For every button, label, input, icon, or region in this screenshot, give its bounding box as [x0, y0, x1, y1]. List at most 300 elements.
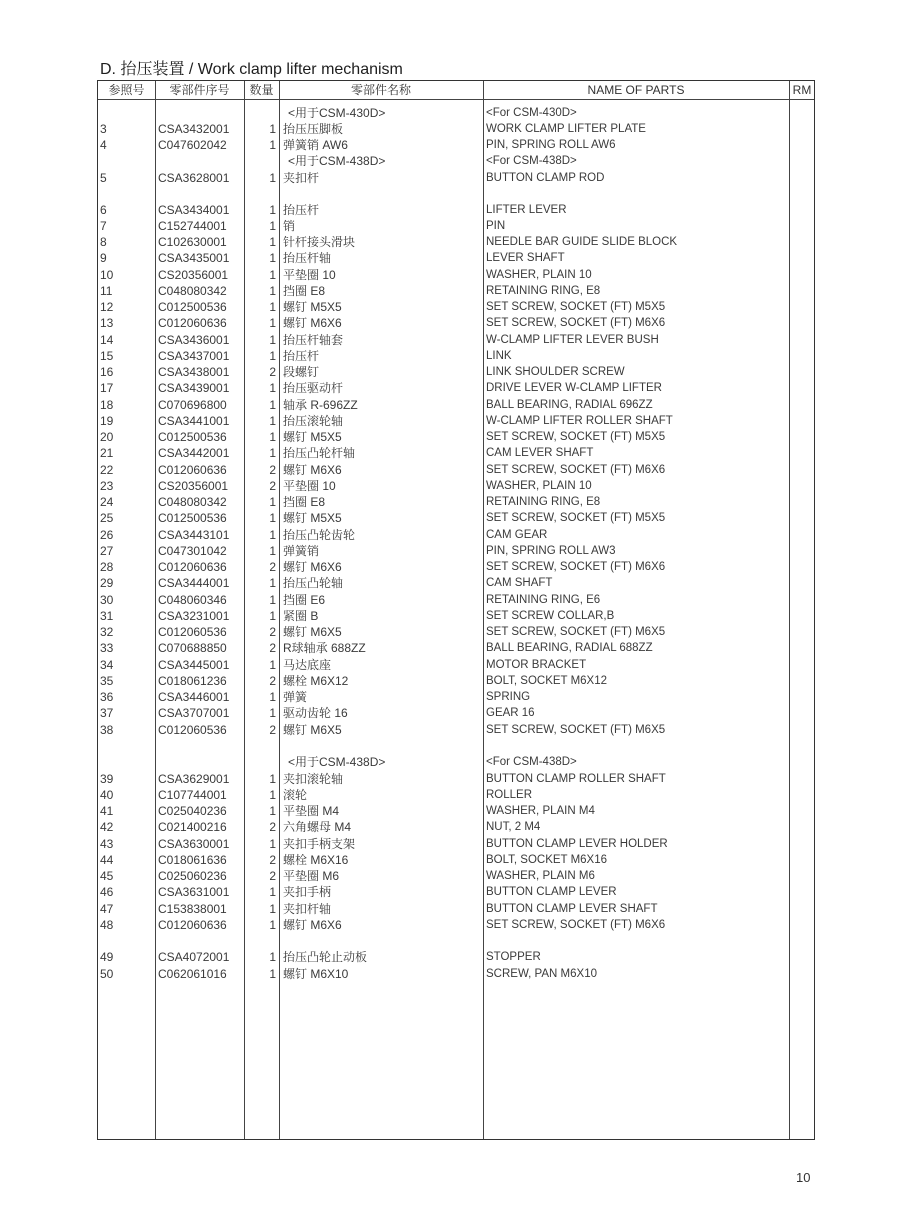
name-cn-cell: 夹扣手柄支架	[283, 837, 356, 851]
table-row	[98, 689, 814, 705]
header-divider	[98, 99, 814, 100]
part-no-cell: CSA3628001	[158, 171, 230, 185]
part-no-cell: CSA3434001	[158, 203, 230, 217]
part-no-cell: C018061236	[158, 674, 227, 688]
qty-cell: 1	[269, 171, 276, 185]
qty-cell: 1	[269, 788, 276, 802]
qty-cell: 1	[269, 398, 276, 412]
name-en-cell: RETAINING RING, E8	[486, 496, 601, 508]
part-no-cell: C012060636	[158, 463, 227, 477]
name-en-cell: BALL BEARING, RADIAL 696ZZ	[486, 399, 653, 411]
table-row	[98, 868, 814, 884]
name-cn-cell: 夹扣手柄	[283, 885, 332, 899]
ref-cell: 21	[100, 446, 114, 460]
qty-cell: 1	[269, 219, 276, 233]
name-en-cell: SET SCREW, SOCKET (FT) M6X6	[486, 317, 666, 329]
part-no-cell: C107744001	[158, 788, 227, 802]
part-no-cell: C025060236	[158, 869, 227, 883]
name-en-cell: PIN, SPRING ROLL AW3	[486, 545, 616, 557]
name-cn-cell: 轴承 R-696ZZ	[283, 398, 358, 412]
table-row	[98, 722, 814, 738]
table-row	[98, 836, 814, 852]
table-row	[98, 624, 814, 640]
name-en-cell: LINK SHOULDER SCREW	[486, 366, 625, 378]
name-en-cell: <For CSM-438D>	[486, 756, 577, 768]
ref-cell: 34	[100, 658, 114, 672]
name-en-cell: SET SCREW, SOCKET (FT) M6X6	[486, 919, 666, 931]
ref-cell: 31	[100, 609, 114, 623]
qty-cell: 1	[269, 268, 276, 282]
name-cn-cell: 螺钉 M5X5	[283, 430, 342, 444]
name-en-cell: PIN	[486, 220, 506, 232]
name-en-cell: LINK	[486, 350, 512, 362]
table-row	[98, 917, 814, 933]
table-row	[98, 267, 814, 283]
ref-cell: 6	[100, 203, 107, 217]
name-cn-cell: 弹簧销	[283, 544, 320, 558]
name-cn-cell: 抬压杆轴	[283, 251, 332, 265]
part-no-cell: CSA3442001	[158, 446, 230, 460]
name-en-cell: SET SCREW, SOCKET (FT) M6X5	[486, 626, 666, 638]
part-no-cell: C012060536	[158, 625, 227, 639]
ref-cell: 36	[100, 690, 114, 704]
part-no-cell: CSA3437001	[158, 349, 230, 363]
qty-cell: 2	[269, 560, 276, 574]
table-row	[98, 332, 814, 348]
name-en-cell: BUTTON CLAMP ROD	[486, 172, 605, 184]
ref-cell: 22	[100, 463, 114, 477]
part-no-cell: C018061636	[158, 853, 227, 867]
part-no-cell: CSA3432001	[158, 122, 230, 136]
name-en-cell: BOLT, SOCKET M6X16	[486, 854, 608, 866]
ref-cell: 3	[100, 122, 107, 136]
part-no-cell: CSA3436001	[158, 333, 230, 347]
table-row	[98, 364, 814, 380]
part-no-cell: C070696800	[158, 398, 227, 412]
table-row	[98, 771, 814, 787]
name-en-cell: SPRING	[486, 691, 531, 703]
name-cn-cell: 螺钉 M6X6	[283, 316, 342, 330]
qty-cell: 1	[269, 706, 276, 720]
table-row	[98, 234, 814, 250]
part-no-cell: C025040236	[158, 804, 227, 818]
name-en-cell: MOTOR BRACKET	[486, 659, 587, 671]
qty-cell: 2	[269, 820, 276, 834]
ref-cell: 23	[100, 479, 114, 493]
part-no-cell: C047301042	[158, 544, 227, 558]
table-row	[98, 543, 814, 559]
name-en-cell: BUTTON CLAMP ROLLER SHAFT	[486, 773, 666, 785]
qty-cell: 2	[269, 625, 276, 639]
table-row	[98, 640, 814, 656]
ref-cell: 20	[100, 430, 114, 444]
part-no-cell: C048080342	[158, 284, 227, 298]
part-no-cell: C048080342	[158, 495, 227, 509]
name-cn-cell: 抬压杆	[283, 349, 320, 363]
qty-cell: 1	[269, 544, 276, 558]
name-en-cell: SET SCREW COLLAR,B	[486, 610, 615, 622]
part-no-cell: CSA3441001	[158, 414, 230, 428]
name-en-cell: BOLT, SOCKET M6X12	[486, 675, 608, 687]
name-cn-cell: 紧圈 B	[283, 609, 319, 623]
name-en-cell: BUTTON CLAMP LEVER	[486, 886, 617, 898]
qty-cell: 1	[269, 967, 276, 981]
name-en-cell: GEAR 16	[486, 707, 535, 719]
ref-cell: 17	[100, 381, 114, 395]
name-en-cell: STOPPER	[486, 951, 541, 963]
ref-cell: 44	[100, 853, 114, 867]
header-rm: RM	[792, 83, 812, 97]
part-no-cell: CSA3445001	[158, 658, 230, 672]
qty-cell: 1	[269, 593, 276, 607]
part-no-cell: C021400216	[158, 820, 227, 834]
qty-cell: 2	[269, 723, 276, 737]
part-no-cell: C012500536	[158, 300, 227, 314]
ref-cell: 11	[100, 284, 113, 298]
ref-cell: 25	[100, 511, 114, 525]
part-no-cell: C070688850	[158, 641, 227, 655]
ref-cell: 29	[100, 576, 114, 590]
table-row	[98, 657, 814, 673]
name-en-cell: BUTTON CLAMP LEVER SHAFT	[486, 903, 658, 915]
table-row	[98, 608, 814, 624]
qty-cell: 1	[269, 316, 276, 330]
name-en-cell: RETAINING RING, E6	[486, 594, 601, 606]
qty-cell: 2	[269, 853, 276, 867]
ref-cell: 7	[100, 219, 107, 233]
page-number: 10	[796, 1170, 811, 1185]
part-no-cell: CSA3231001	[158, 609, 230, 623]
qty-cell: 1	[269, 609, 276, 623]
ref-cell: 9	[100, 251, 107, 265]
part-no-cell: C062061016	[158, 967, 227, 981]
ref-cell: 18	[100, 398, 114, 412]
header-name-en: NAME OF PARTS	[587, 83, 685, 97]
name-cn-cell: 夹扣滚轮轴	[283, 772, 344, 786]
name-cn-cell: <用于CSM-430D>	[288, 106, 386, 120]
name-cn-cell: 螺钉 M6X5	[283, 625, 342, 639]
qty-cell: 1	[269, 918, 276, 932]
ref-cell: 49	[100, 950, 114, 964]
table-row	[98, 315, 814, 331]
qty-cell: 1	[269, 885, 276, 899]
name-en-cell: WORK CLAMP LIFTER PLATE	[486, 123, 646, 135]
name-en-cell: SCREW, PAN M6X10	[486, 968, 597, 980]
table-row	[98, 510, 814, 526]
ref-cell: 45	[100, 869, 114, 883]
table-row	[98, 901, 814, 917]
name-en-cell: <For CSM-430D>	[486, 107, 577, 119]
qty-cell: 1	[269, 430, 276, 444]
qty-cell: 1	[269, 528, 276, 542]
qty-cell: 1	[269, 511, 276, 525]
part-no-cell: C012060636	[158, 560, 227, 574]
qty-cell: 2	[269, 463, 276, 477]
name-en-cell: WASHER, PLAIN M4	[486, 805, 595, 817]
name-cn-cell: 驱动齿轮 16	[283, 706, 348, 720]
ref-cell: 4	[100, 138, 107, 152]
ref-cell: 46	[100, 885, 114, 899]
name-cn-cell: 针杆接头滑块	[283, 235, 356, 249]
name-cn-cell: <用于CSM-438D>	[288, 755, 386, 769]
name-cn-cell: 六角螺母 M4	[283, 820, 352, 834]
part-no-cell: CSA3443101	[158, 528, 230, 542]
table-row	[98, 966, 814, 982]
table-row	[98, 121, 814, 137]
name-cn-cell: 螺栓 M6X12	[283, 674, 349, 688]
name-en-cell: CAM GEAR	[486, 529, 548, 541]
name-cn-cell: 抬压凸轮杆轴	[283, 446, 356, 460]
qty-cell: 1	[269, 690, 276, 704]
name-en-cell: W-CLAMP LIFTER ROLLER SHAFT	[486, 415, 673, 427]
qty-cell: 2	[269, 674, 276, 688]
part-no-cell: C012060636	[158, 316, 227, 330]
part-no-cell: CSA3629001	[158, 772, 230, 786]
name-cn-cell: 滚轮	[283, 788, 308, 802]
ref-cell: 27	[100, 544, 114, 558]
name-cn-cell: 螺栓 M6X16	[283, 853, 349, 867]
name-cn-cell: 马达底座	[283, 658, 332, 672]
qty-cell: 1	[269, 138, 276, 152]
qty-cell: 1	[269, 658, 276, 672]
name-en-cell: SET SCREW, SOCKET (FT) M6X5	[486, 724, 666, 736]
ref-cell: 50	[100, 967, 114, 981]
name-en-cell: SET SCREW, SOCKET (FT) M6X6	[486, 561, 666, 573]
part-no-cell: CSA4072001	[158, 950, 230, 964]
name-en-cell: LIFTER LEVER	[486, 204, 567, 216]
table-row	[98, 348, 814, 364]
table-row	[98, 949, 814, 965]
name-en-cell: ROLLER	[486, 789, 533, 801]
ref-cell: 8	[100, 235, 107, 249]
table-row	[98, 137, 814, 153]
ref-cell: 33	[100, 641, 114, 655]
name-cn-cell: 螺钉 M6X6	[283, 918, 342, 932]
ref-cell: 47	[100, 902, 114, 916]
ref-cell: 13	[100, 316, 114, 330]
table-row	[98, 559, 814, 575]
table-row	[98, 202, 814, 218]
ref-cell: 19	[100, 414, 114, 428]
part-no-cell: C102630001	[158, 235, 227, 249]
table-row	[98, 413, 814, 429]
qty-cell: 1	[269, 235, 276, 249]
name-cn-cell: 抬压杆	[283, 203, 320, 217]
ref-cell: 39	[100, 772, 114, 786]
table-row	[98, 803, 814, 819]
qty-cell: 1	[269, 349, 276, 363]
table-row	[98, 852, 814, 868]
ref-cell: 43	[100, 837, 114, 851]
name-cn-cell: 抬压凸轮止动板	[283, 950, 368, 964]
qty-cell: 1	[269, 251, 276, 265]
name-en-cell: SET SCREW, SOCKET (FT) M6X6	[486, 464, 666, 476]
name-en-cell: CAM LEVER SHAFT	[486, 447, 594, 459]
name-cn-cell: 弹簧	[283, 690, 308, 704]
section-heading-row	[98, 153, 814, 169]
part-no-cell: C012060636	[158, 918, 227, 932]
part-no-cell: C012500536	[158, 430, 227, 444]
name-en-cell: NEEDLE BAR GUIDE SLIDE BLOCK	[486, 236, 678, 248]
name-en-cell: NUT, 2 M4	[486, 821, 541, 833]
ref-cell: 30	[100, 593, 114, 607]
part-no-cell: C153838001	[158, 902, 227, 916]
name-cn-cell: 抬压凸轮轴	[283, 576, 344, 590]
name-en-cell: BALL BEARING, RADIAL 688ZZ	[486, 642, 653, 654]
name-en-cell: WASHER, PLAIN M6	[486, 870, 595, 882]
name-cn-cell: 螺钉 M6X6	[283, 560, 342, 574]
part-no-cell: CS20356001	[158, 268, 229, 282]
header-ref: 参照号	[108, 83, 145, 97]
name-cn-cell: R球轴承 688ZZ	[283, 641, 366, 655]
table-row	[98, 592, 814, 608]
ref-cell: 32	[100, 625, 114, 639]
name-en-cell: SET SCREW, SOCKET (FT) M5X5	[486, 301, 666, 313]
name-en-cell: LEVER SHAFT	[486, 252, 565, 264]
part-no-cell: C047602042	[158, 138, 227, 152]
table-row	[98, 462, 814, 478]
ref-cell: 37	[100, 706, 114, 720]
name-cn-cell: 夹扣杆轴	[283, 902, 332, 916]
name-en-cell: WASHER, PLAIN 10	[486, 269, 592, 281]
qty-cell: 1	[269, 300, 276, 314]
name-en-cell: SET SCREW, SOCKET (FT) M5X5	[486, 512, 666, 524]
table-row	[98, 283, 814, 299]
name-cn-cell: 抬压杆轴套	[283, 333, 344, 347]
name-cn-cell: 平垫圈 M4	[283, 804, 340, 818]
qty-cell: 1	[269, 381, 276, 395]
qty-cell: 1	[269, 837, 276, 851]
qty-cell: 2	[269, 869, 276, 883]
qty-cell: 1	[269, 284, 276, 298]
table-row	[98, 218, 814, 234]
name-cn-cell: 螺钉 M6X6	[283, 463, 342, 477]
part-no-cell: CSA3446001	[158, 690, 230, 704]
ref-cell: 41	[100, 804, 114, 818]
qty-cell: 1	[269, 446, 276, 460]
qty-cell: 1	[269, 950, 276, 964]
name-en-cell: SET SCREW, SOCKET (FT) M5X5	[486, 431, 666, 443]
name-cn-cell: <用于CSM-438D>	[288, 154, 386, 168]
table-row	[98, 445, 814, 461]
name-cn-cell: 销	[283, 219, 296, 233]
page-title: D. 抬压装置 / Work clamp lifter mechanism	[100, 61, 403, 78]
part-no-cell: CSA3439001	[158, 381, 230, 395]
parts-table	[97, 80, 815, 1140]
qty-cell: 1	[269, 122, 276, 136]
name-en-cell: RETAINING RING, E8	[486, 285, 601, 297]
ref-cell: 16	[100, 365, 114, 379]
part-no-cell: CSA3630001	[158, 837, 230, 851]
ref-cell: 28	[100, 560, 114, 574]
name-cn-cell: 段螺钉	[283, 365, 320, 379]
name-cn-cell: 抬压凸轮齿轮	[283, 528, 356, 542]
table-row	[98, 429, 814, 445]
name-cn-cell: 弹簧销 AW6	[283, 138, 348, 152]
table-row	[98, 299, 814, 315]
part-no-cell: CS20356001	[158, 479, 229, 493]
table-row	[98, 705, 814, 721]
table-row	[98, 380, 814, 396]
part-no-cell: C048060346	[158, 593, 227, 607]
name-cn-cell: 螺钉 M6X5	[283, 723, 342, 737]
name-en-cell: DRIVE LEVER W-CLAMP LIFTER	[486, 382, 662, 394]
name-en-cell: CAM SHAFT	[486, 577, 553, 589]
qty-cell: 1	[269, 772, 276, 786]
name-cn-cell: 螺钉 M5X5	[283, 300, 342, 314]
qty-cell: 1	[269, 576, 276, 590]
name-cn-cell: 抬压滚轮轴	[283, 414, 344, 428]
table-row	[98, 478, 814, 494]
name-en-cell: W-CLAMP LIFTER LEVER BUSH	[486, 334, 659, 346]
name-cn-cell: 平垫圈 10	[283, 268, 336, 282]
table-row	[98, 250, 814, 266]
section-heading-row	[98, 754, 814, 770]
name-cn-cell: 挡圈 E8	[283, 284, 326, 298]
ref-cell: 48	[100, 918, 114, 932]
name-cn-cell: 平垫圈 10	[283, 479, 336, 493]
name-cn-cell: 螺钉 M6X10	[283, 967, 349, 981]
ref-cell: 10	[100, 268, 114, 282]
table-row	[98, 787, 814, 803]
qty-cell: 2	[269, 641, 276, 655]
name-cn-cell: 夹扣杆	[283, 171, 320, 185]
name-cn-cell: 挡圈 E8	[283, 495, 326, 509]
table-row	[98, 575, 814, 591]
ref-cell: 42	[100, 820, 114, 834]
table-row	[98, 170, 814, 186]
name-cn-cell: 螺钉 M5X5	[283, 511, 342, 525]
table-row	[98, 819, 814, 835]
part-no-cell: C012060536	[158, 723, 227, 737]
qty-cell: 1	[269, 902, 276, 916]
name-en-cell: BUTTON CLAMP LEVER HOLDER	[486, 838, 668, 850]
part-no-cell: CSA3444001	[158, 576, 230, 590]
ref-cell: 12	[100, 300, 114, 314]
ref-cell: 14	[100, 333, 114, 347]
ref-cell: 38	[100, 723, 114, 737]
name-cn-cell: 抬压驱动杆	[283, 381, 344, 395]
name-cn-cell: 平垫圈 M6	[283, 869, 340, 883]
ref-cell: 5	[100, 171, 107, 185]
name-cn-cell: 抬压压脚板	[283, 122, 344, 136]
header-qty: 数量	[249, 83, 274, 97]
header-part-no: 零部件序号	[169, 83, 230, 97]
qty-cell: 2	[269, 479, 276, 493]
table-row	[98, 884, 814, 900]
qty-cell: 2	[269, 365, 276, 379]
ref-cell: 35	[100, 674, 114, 688]
name-en-cell: <For CSM-438D>	[486, 155, 577, 167]
qty-cell: 1	[269, 414, 276, 428]
qty-cell: 1	[269, 804, 276, 818]
section-heading-row	[98, 105, 814, 121]
ref-cell: 40	[100, 788, 114, 802]
table-row	[98, 397, 814, 413]
ref-cell: 15	[100, 349, 114, 363]
part-no-cell: C012500536	[158, 511, 227, 525]
qty-cell: 1	[269, 203, 276, 217]
part-no-cell: CSA3435001	[158, 251, 230, 265]
name-en-cell: PIN, SPRING ROLL AW6	[486, 139, 616, 151]
ref-cell: 24	[100, 495, 114, 509]
name-en-cell: WASHER, PLAIN 10	[486, 480, 592, 492]
qty-cell: 1	[269, 333, 276, 347]
part-no-cell: CSA3438001	[158, 365, 230, 379]
part-no-cell: CSA3707001	[158, 706, 230, 720]
table-row	[98, 494, 814, 510]
table-row	[98, 673, 814, 689]
